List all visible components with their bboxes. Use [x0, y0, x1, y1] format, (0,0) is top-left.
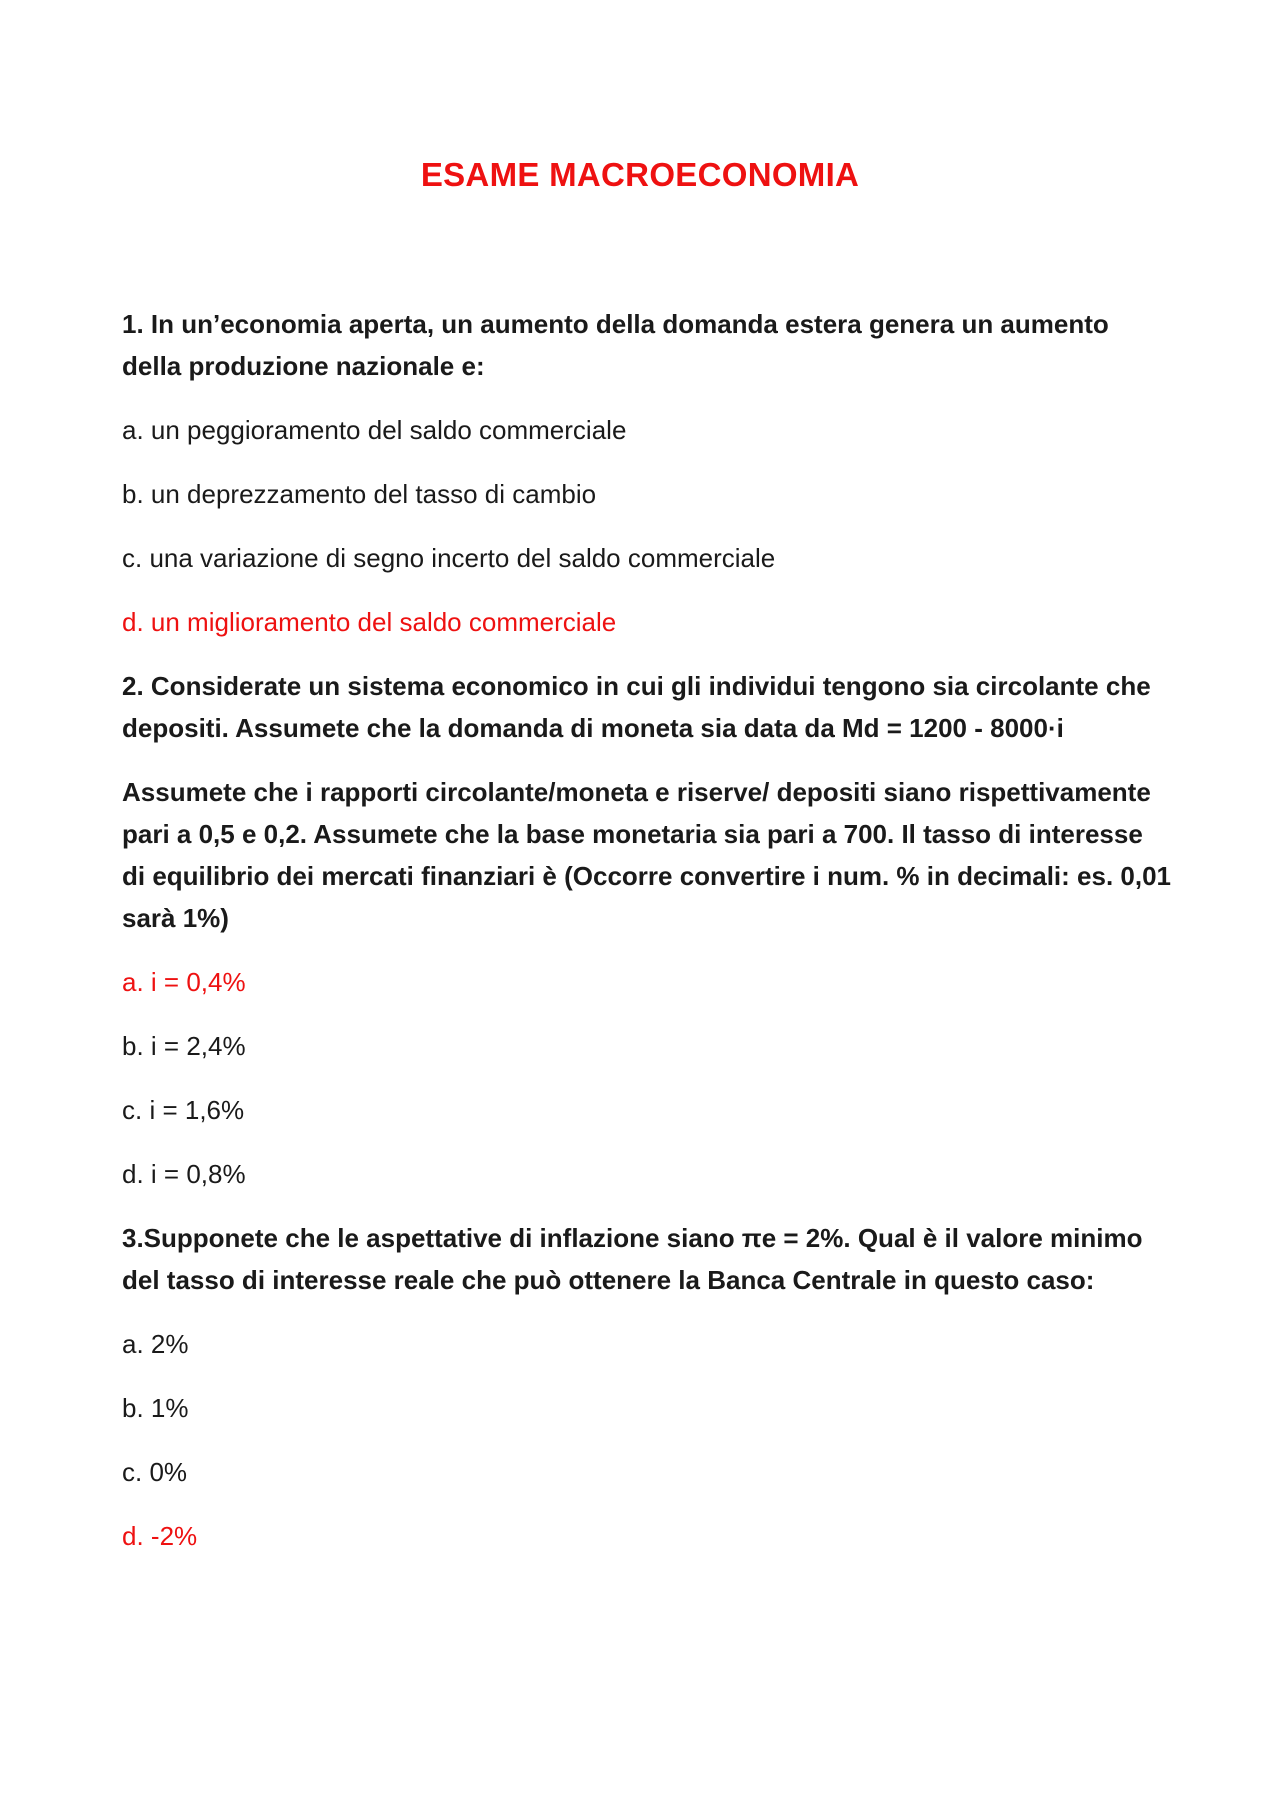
question-2-option-d: d. i = 0,8% — [122, 1159, 246, 1189]
question-1-option-b: b. un deprezzamento del tasso di cambio — [122, 479, 597, 509]
question-1-option-c: c. una variazione di segno incerto del saldo commerciale — [122, 543, 776, 573]
question-3-option-d-correct: d. -2% — [122, 1521, 198, 1551]
exam-content — [122, 303, 1172, 1579]
question-3-text: 3.Supponete che le aspettative di inflazione siano πe = 2%. Qual è il valore minimo del tasso di interesse reale che può ottenere la Banca Centrale in questo caso: — [122, 1223, 1143, 1295]
question-2-text: 2. Considerate un sistema economico in cui gli individui tengono sia circolante che depositi. Assumete che la domanda di moneta sia data da Md = 1200 - 8000·i — [122, 671, 1151, 743]
question-3-option-c: c. 0% — [122, 1457, 188, 1487]
question-2-text-continued: Assumete che i rapporti circolante/moneta e riserve/ depositi siano rispettivamente pari a 0,5 e 0,2. Assumete che la base monetaria sia pari a 700. Il tasso di interesse di equilibrio dei mercati finanziari è (Occorre convertire i num. % in decimali: es. 0,01 sarà 1%) — [122, 777, 1172, 933]
question-3-option-b: b. 1% — [122, 1393, 189, 1423]
document-title: ESAME MACROECONOMIA — [420, 156, 860, 193]
question-3-option-a: a. 2% — [122, 1329, 189, 1359]
question-1-option-a: a. un peggioramento del saldo commerciale — [122, 415, 627, 445]
question-2-option-a-correct: a. i = 0,4% — [122, 967, 246, 997]
question-2-option-b: b. i = 2,4% — [122, 1031, 246, 1061]
question-1-option-d-correct: d. un miglioramento del saldo commerciale — [122, 607, 617, 637]
question-1-text: 1. In un’economia aperta, un aumento della domanda estera genera un aumento della produzione nazionale e: — [122, 309, 1109, 381]
question-2-option-c: c. i = 1,6% — [122, 1095, 245, 1125]
